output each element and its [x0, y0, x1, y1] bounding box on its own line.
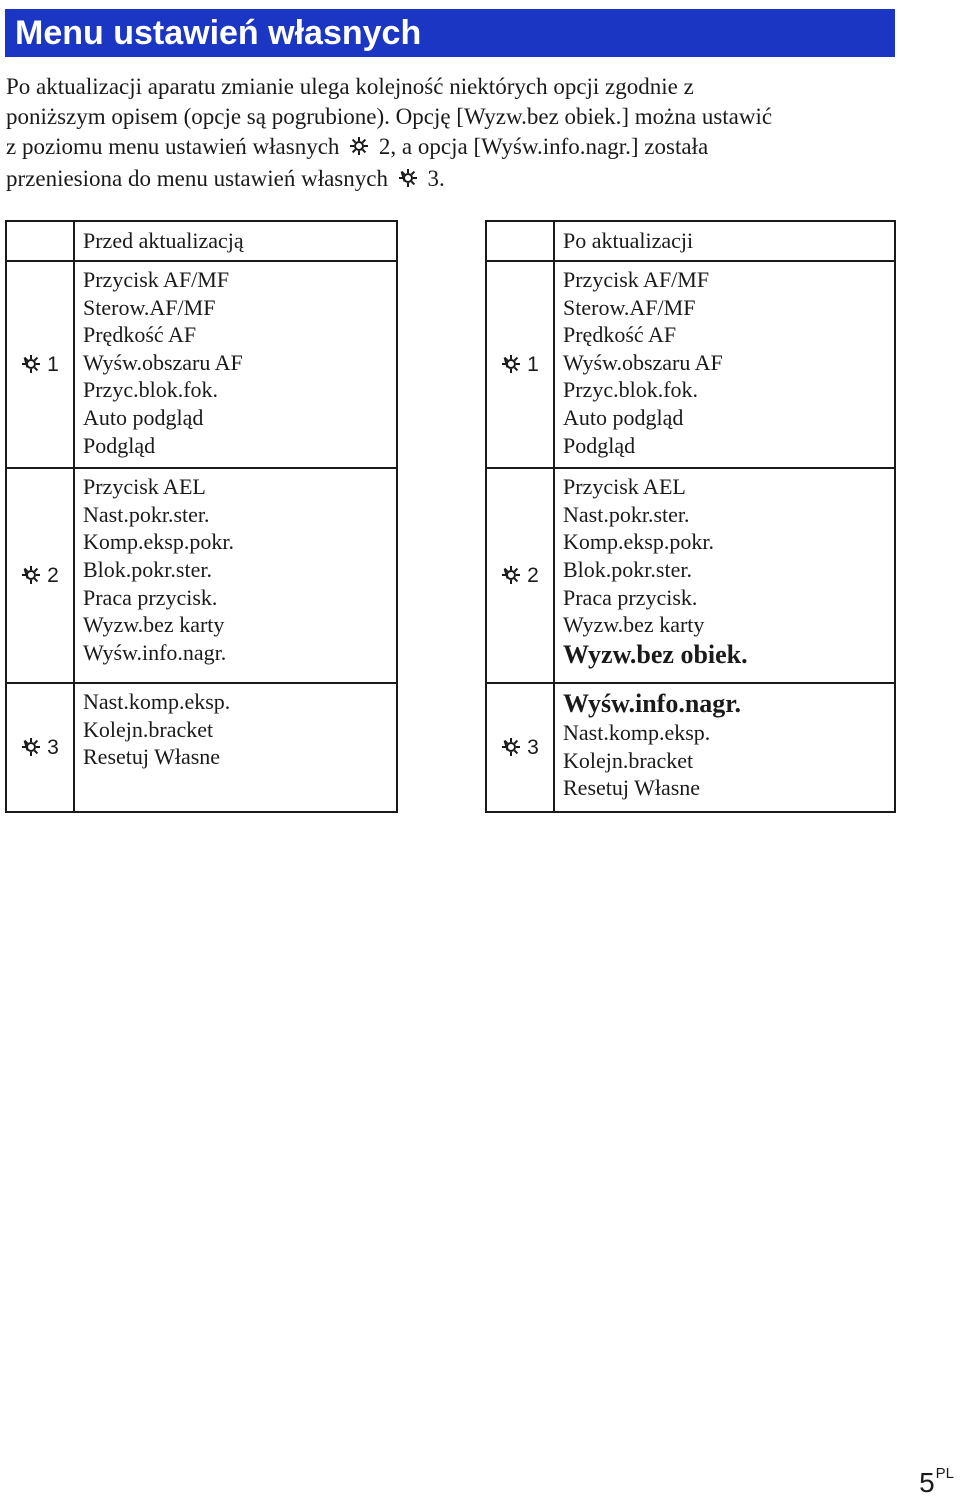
- menu-items-cell: [74, 468, 397, 683]
- list-item: Blok.pokr.ster.: [83, 556, 212, 582]
- list-item: Przycisk AEL: [83, 474, 206, 500]
- menu-items-cell: [554, 261, 895, 468]
- list-item: Podgląd: [563, 432, 636, 458]
- intro-line-3b: 2, a opcja [Wyśw.info.nagr.] została: [378, 134, 709, 159]
- list-item: Podgląd: [83, 432, 156, 458]
- table-after-update: [485, 220, 896, 813]
- list-item: Auto podgląd: [563, 404, 684, 430]
- page-language: PL: [935, 1465, 954, 1482]
- list-item: Wyśw.info.nagr.: [83, 639, 227, 665]
- intro-line-4: [6, 164, 906, 196]
- gear-icon: [501, 564, 521, 587]
- table-row: [6, 468, 397, 683]
- list-item: Resetuj Własne: [563, 775, 701, 801]
- list-item: Komp.eksp.pokr.: [563, 529, 714, 555]
- header-empty-cell: [6, 221, 74, 261]
- table-row: [6, 683, 397, 812]
- list-item: Auto podgląd: [83, 404, 204, 430]
- page-number-value: 5: [919, 1467, 935, 1498]
- intro-line-2: poniższym opisem (opcje są pogrubione). Opcję [Wyzw.bez obiek.] można ustawić: [6, 104, 773, 129]
- intro-line-4b: 3.: [427, 166, 445, 191]
- intro-line-3a: z poziomu menu ustawień własnych: [6, 134, 340, 159]
- table-row: [486, 683, 895, 812]
- list-item: Praca przycisk.: [83, 584, 218, 610]
- list-item: Wyśw.obszaru AF: [563, 349, 723, 375]
- list-item: Wyzw.bez karty: [563, 612, 705, 638]
- intro-line-1: Po aktualizacji aparatu zmianie ulega kolejność niektórych opcji zgodnie z: [6, 74, 694, 99]
- list-item: Nast.komp.eksp.: [563, 720, 711, 746]
- header-empty-cell: [486, 221, 554, 261]
- list-item-highlighted: Wyzw.bez obiek.: [563, 639, 748, 669]
- menu-number-cell: [6, 468, 74, 683]
- list-item: Kolejn.bracket: [563, 747, 694, 773]
- gear-icon: [501, 736, 521, 759]
- menu-number-cell: [486, 468, 554, 683]
- list-item-highlighted: Wyśw.info.nagr.: [563, 689, 741, 719]
- menu-items-cell: [74, 261, 397, 468]
- gear-icon: [21, 736, 41, 759]
- menu-number-cell: [486, 683, 554, 812]
- menu-number: 1: [47, 352, 59, 376]
- page-number: [919, 1465, 954, 1499]
- menu-items-cell: [554, 468, 895, 683]
- list-item: Przyc.blok.fok.: [83, 377, 219, 403]
- list-item: Prędkość AF: [83, 322, 197, 348]
- list-item: Wyśw.obszaru AF: [83, 349, 243, 375]
- list-item: Nast.pokr.ster.: [83, 501, 210, 527]
- menu-items-cell: [554, 683, 895, 812]
- table-row: [486, 261, 895, 468]
- menu-number-cell: [486, 261, 554, 468]
- list-item: Nast.komp.eksp.: [83, 689, 231, 715]
- table-row: [486, 468, 895, 683]
- list-item: Nast.pokr.ster.: [563, 501, 690, 527]
- list-item: Blok.pokr.ster.: [563, 556, 692, 582]
- list-item: Prędkość AF: [563, 322, 677, 348]
- list-item: Przycisk AF/MF: [563, 267, 710, 292]
- menu-number-cell: [6, 261, 74, 468]
- table-header-before: Przed aktualizacją: [74, 221, 397, 261]
- menu-number-cell: [6, 683, 74, 812]
- intro-line-3: [6, 132, 906, 164]
- gear-icon: [349, 134, 369, 164]
- gear-icon: [501, 353, 521, 376]
- gear-icon: [398, 166, 418, 196]
- list-item: Kolejn.bracket: [83, 716, 214, 742]
- page-title: Menu ustawień własnych: [5, 9, 895, 57]
- list-item: Komp.eksp.pokr.: [83, 529, 234, 555]
- intro-paragraph: [6, 72, 906, 196]
- menu-number: 1: [527, 352, 539, 376]
- list-item: Przycisk AEL: [563, 474, 686, 500]
- gear-icon: [21, 564, 41, 587]
- gear-icon: [21, 353, 41, 376]
- menu-number: 2: [47, 563, 59, 587]
- menu-number: 3: [527, 735, 539, 759]
- menu-items-cell: [74, 683, 397, 812]
- menu-number: 2: [527, 563, 539, 587]
- table-before-update: [5, 220, 398, 813]
- list-item: Przycisk AF/MF: [83, 267, 230, 292]
- list-item: Sterow.AF/MF: [83, 294, 216, 320]
- table-row: [6, 261, 397, 468]
- list-item: Wyzw.bez karty: [83, 612, 225, 638]
- list-item: Przyc.blok.fok.: [563, 377, 699, 403]
- list-item: Praca przycisk.: [563, 584, 698, 610]
- intro-line-4a: przeniesiona do menu ustawień własnych: [6, 166, 388, 191]
- menu-number: 3: [47, 735, 59, 759]
- list-item: Resetuj Własne: [83, 744, 221, 770]
- list-item: Sterow.AF/MF: [563, 294, 696, 320]
- table-header-after: Po aktualizacji: [554, 221, 895, 261]
